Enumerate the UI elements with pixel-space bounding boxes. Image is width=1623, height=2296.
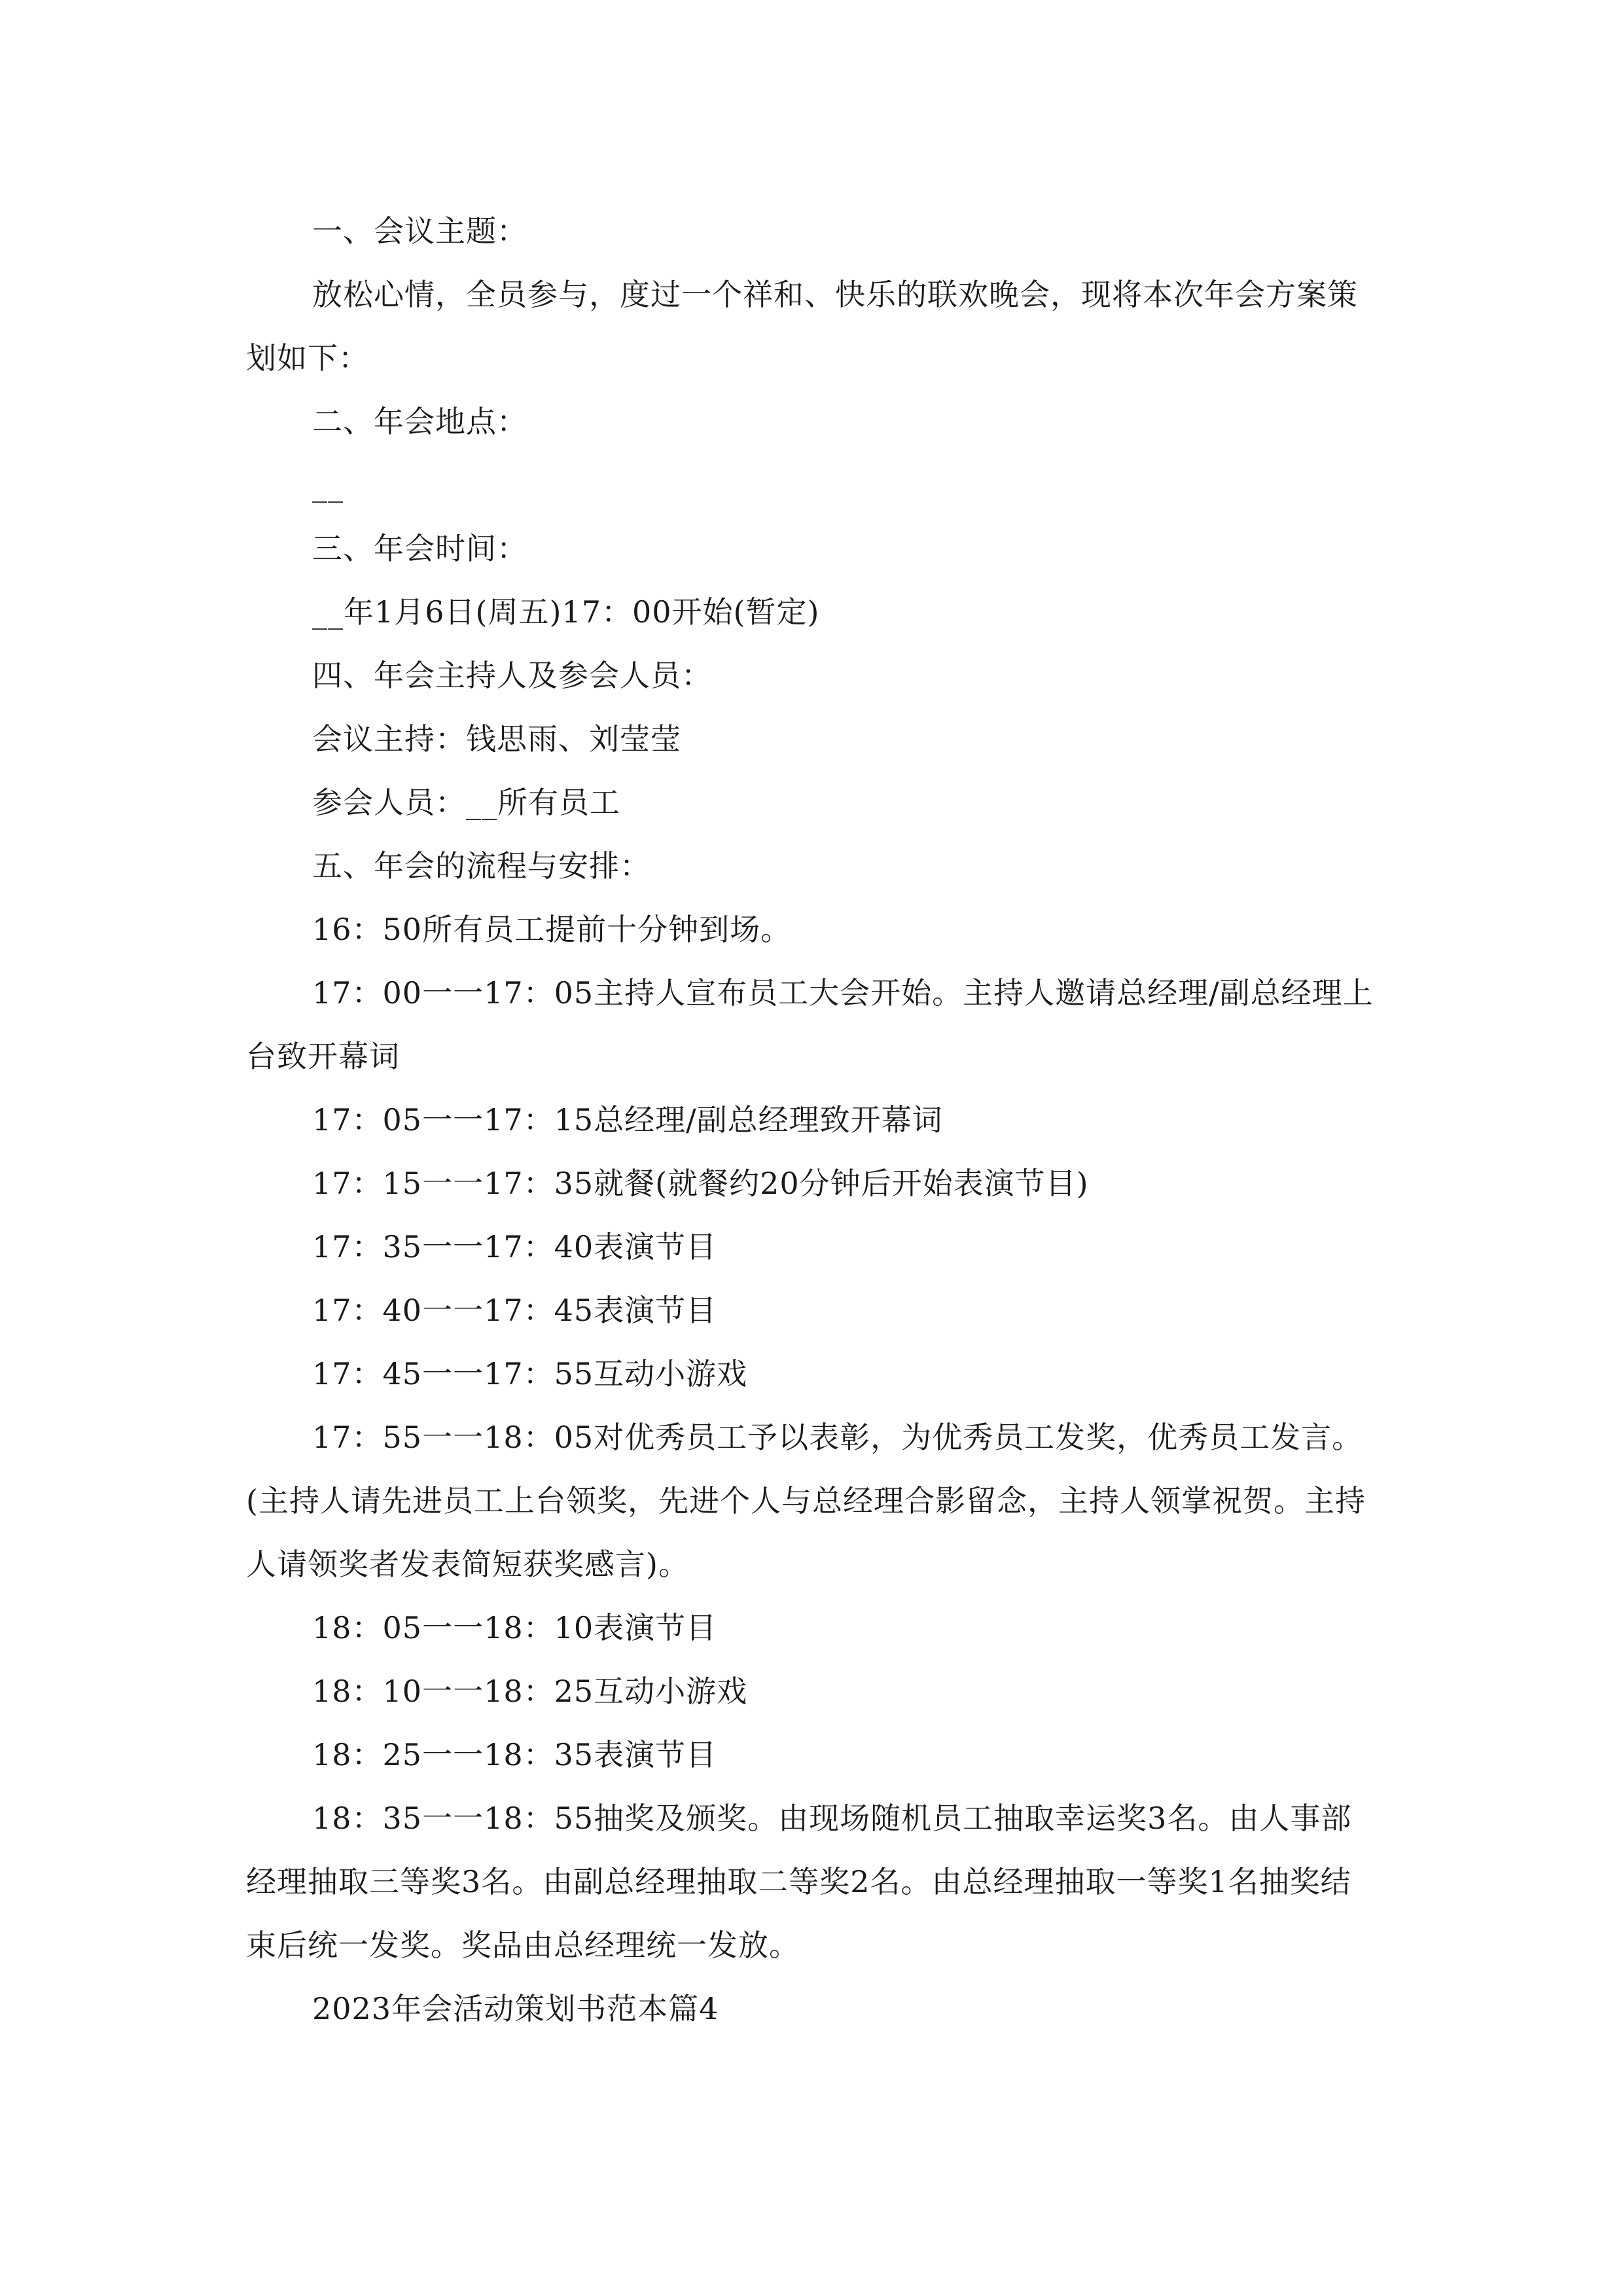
document-body <box>246 200 1378 2041</box>
schedule-item: 17：45一一17：55互动小游戏 <box>312 1356 748 1391</box>
section-heading-hosts: 四、年会主持人及参会人员： <box>312 658 712 693</box>
schedule-item-awards: 17：55一一18：05对优秀员工予以表彰，为优秀员工发奖，优秀员工发言。(主持人请先进员工上台领奖，先进个人与总经理合影留念，主持人领掌祝贺。主持人请领奖者发表简短获奖感言)。 <box>246 1420 1366 1582</box>
schedule-item: 17：40一一17：45表演节目 <box>312 1293 717 1328</box>
section-heading-theme: 一、会议主题： <box>312 213 527 249</box>
section-heading-schedule: 五、年会的流程与安排： <box>312 848 651 884</box>
paragraph-theme-description: 放松心情，全员参与，度过一个祥和、快乐的联欢晚会，现将本次年会方案策划如下： <box>246 277 1358 376</box>
schedule-item: 17：35一一17：40表演节目 <box>312 1229 717 1265</box>
schedule-item-lottery: 18：35一一18：55抽奖及颁奖。由现场随机员工抽取幸运奖3名。由人事部经理抽取三等奖3名。由副总经理抽取二等奖2名。由总经理抽取一等奖1名抽奖结束后统一发奖。奖品由总经理统一发放。 <box>246 1801 1352 1963</box>
schedule-item: 17：00一一17：05主持人宣布员工大会开始。主持人邀请总经理/副总经理上台致开幕词 <box>246 975 1374 1074</box>
paragraph-attendees: 参会人员：__所有员工 <box>312 785 620 820</box>
next-section-title: 2023年会活动策划书范本篇4 <box>312 1991 719 2026</box>
paragraph-venue-value: __ <box>312 467 344 503</box>
schedule-item: 17：05一一17：15总经理/副总经理致开幕词 <box>312 1102 943 1138</box>
schedule-item: 17：15一一17：35就餐(就餐约20分钟后开始表演节目) <box>312 1166 1089 1201</box>
section-heading-venue: 二、年会地点： <box>312 404 527 439</box>
paragraph-time-value: __年1月6日(周五)17：00开始(暂定) <box>312 594 820 630</box>
section-heading-time: 三、年会时间： <box>312 531 527 566</box>
schedule-item: 16：50所有员工提前十分钟到场。 <box>312 912 792 947</box>
schedule-item: 18：25一一18：35表演节目 <box>312 1737 717 1772</box>
paragraph-hosts: 会议主持：钱思雨、刘莹莹 <box>312 721 681 757</box>
schedule-item: 18：05一一18：10表演节目 <box>312 1610 717 1645</box>
schedule-item: 18：10一一18：25互动小游戏 <box>312 1674 748 1709</box>
